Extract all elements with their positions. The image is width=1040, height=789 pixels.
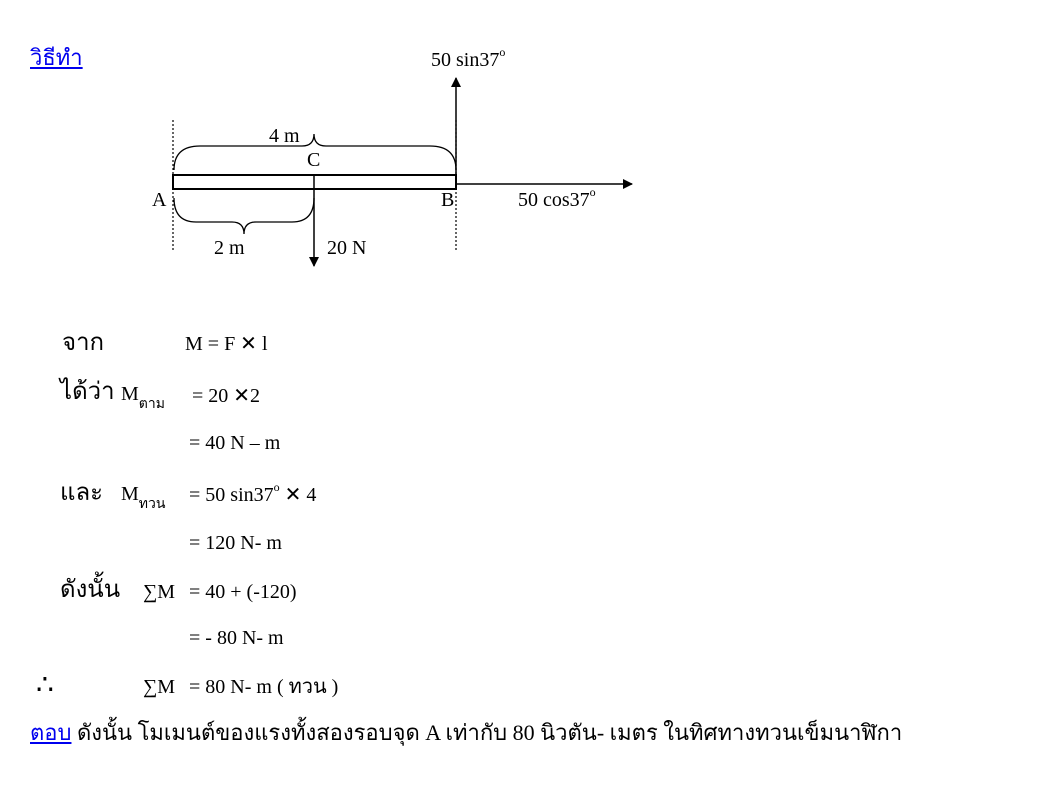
label-hence: ดังนั้น [60, 577, 121, 603]
label-length-ac: 2 m [214, 237, 245, 259]
moment-counterclockwise-expr: = 50 sin37$^o$ ✕ 4 [189, 480, 317, 506]
label-therefore-get: ได้ว่า [60, 379, 115, 405]
label-force-right: 50 cos37$^o$ [518, 185, 596, 211]
label-force-down: 20 N [327, 237, 367, 259]
therefore-symbol: ∴ [36, 670, 54, 701]
label-point-a: A [152, 189, 167, 211]
moment-formula: M = F ✕ l [185, 333, 268, 355]
label-point-b: B [441, 189, 455, 211]
answer-text: ดังนั้น โมเมนต์ของแรงทั้งสองรอบจุด A เท่ากับ 80 นิวตัน- เมตร ในทิศทางทวนเข็มนาฬิกา [71, 720, 903, 745]
label-length-total: 4 m [269, 125, 300, 147]
label-point-c: C [307, 149, 321, 171]
final-sum-expr: = 80 N- m ( ทวน ) [189, 676, 339, 698]
solution-heading[interactable]: วิธีทำ [30, 45, 83, 70]
sum-moment-symbol: ∑M [143, 581, 176, 603]
answer-line [30, 722, 902, 744]
label-and: และ [60, 480, 104, 506]
moment-counterclockwise-symbol: $M_{ทวน}$ [121, 483, 166, 512]
sum-moment-expr: = 40 + (-120) [189, 581, 297, 603]
moment-clockwise-expr: = 20 ✕2 [192, 385, 261, 407]
moment-clockwise-symbol: $M_{ตาม}$ [121, 383, 165, 412]
label-from: จาก [62, 330, 105, 356]
moment-clockwise-result: = 40 N – m [189, 432, 281, 454]
brace-2m [174, 198, 314, 234]
answer-label[interactable]: ตอบ [30, 720, 72, 745]
label-force-up: 50 sin37$^o$ [431, 45, 506, 71]
moment-diagram [0, 0, 1040, 300]
final-sum-symbol: ∑M [143, 676, 176, 698]
moment-counterclockwise-result: = 120 N- m [189, 532, 282, 554]
sum-moment-intermediate: = - 80 N- m [189, 627, 284, 649]
